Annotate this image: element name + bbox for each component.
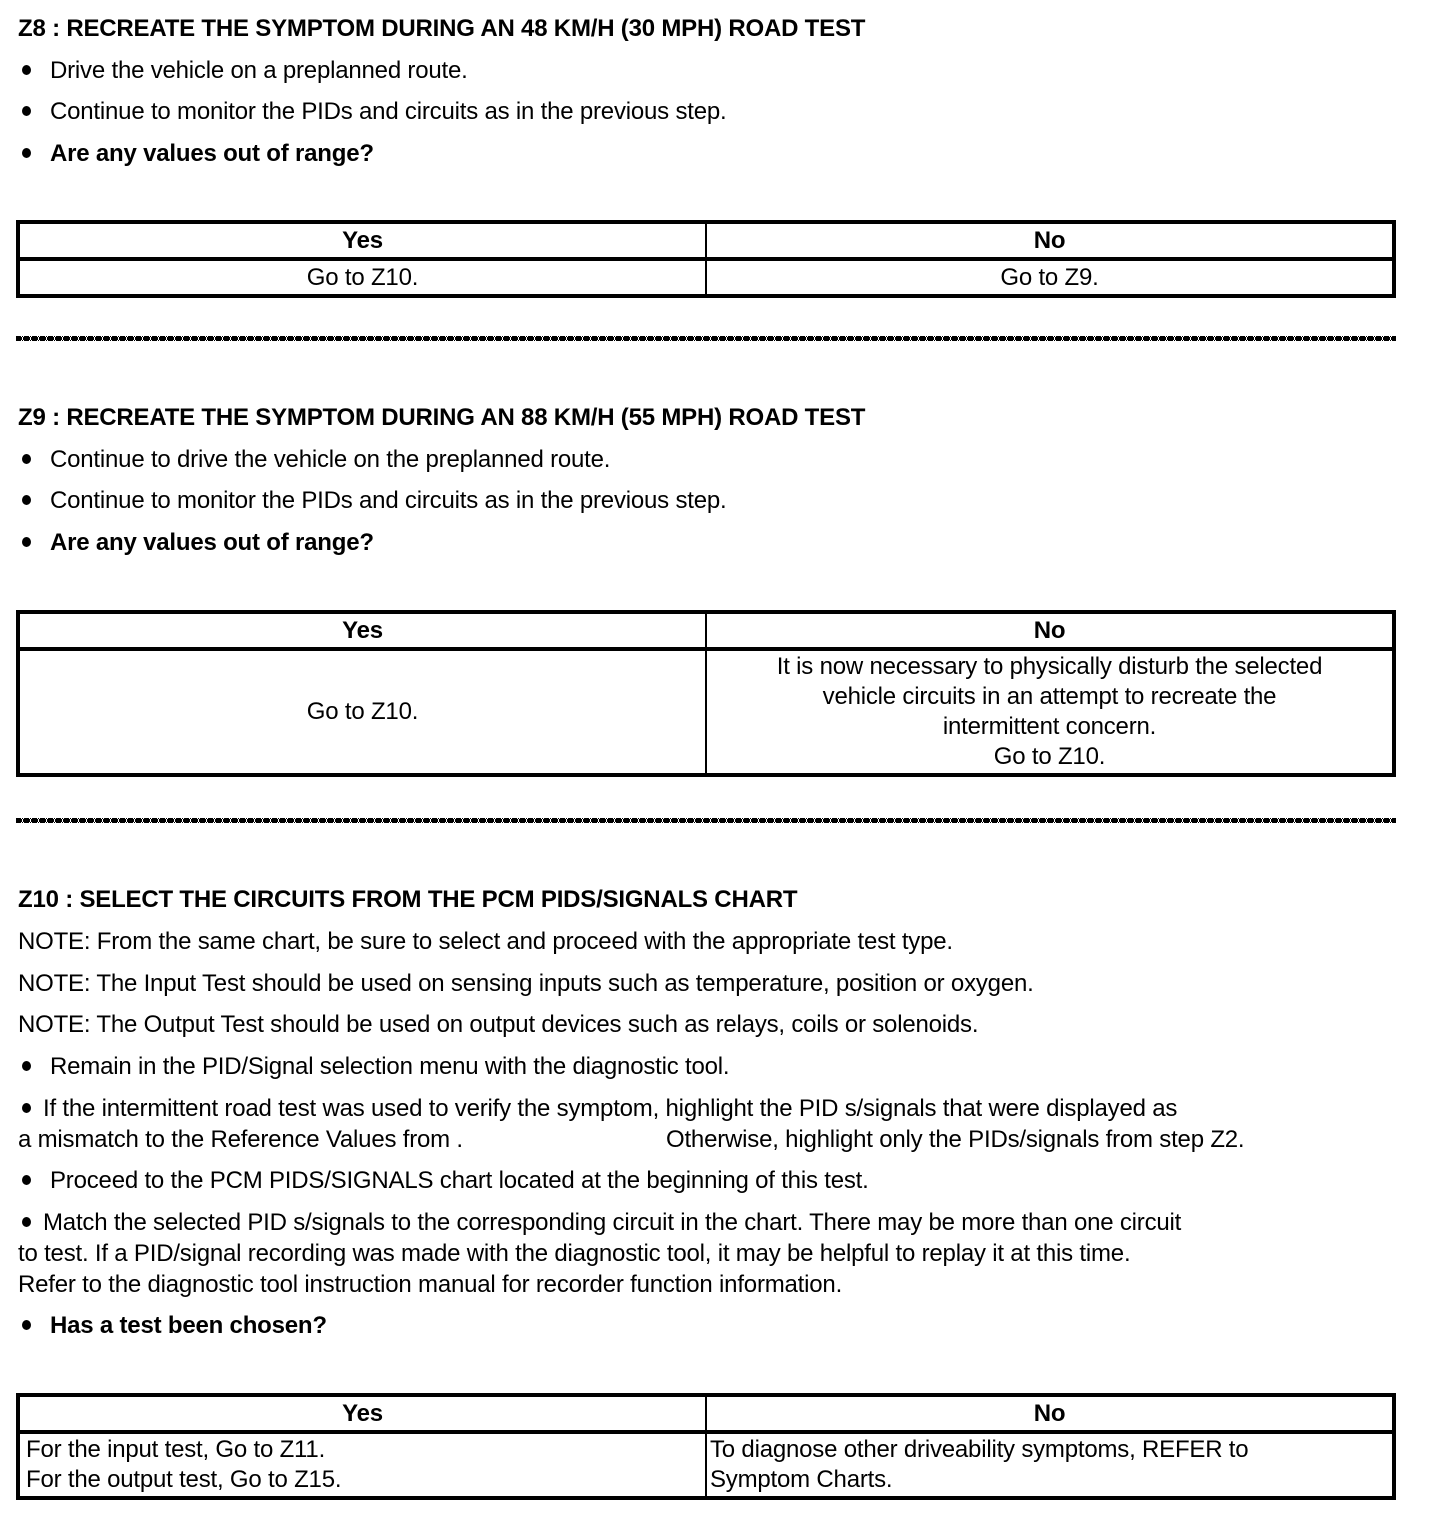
bullet-icon	[22, 1061, 31, 1071]
z10-heading: Z10 : SELECT THE CIRCUITS FROM THE PCM PIDS/SIGNALS CHART	[18, 886, 798, 913]
z10-decision-table	[16, 1393, 1396, 1500]
z10-bullet-4-cont-1: to test. If a PID/signal recording was made with the diagnostic tool, it may be helpful to replay it at this time.	[18, 1240, 1131, 1267]
z10-bullet-2-otherwise: Otherwise, highlight only the PIDs/signals from step Z2.	[666, 1126, 1245, 1153]
bullet-icon	[22, 1320, 31, 1330]
section-divider	[16, 336, 1396, 341]
z8-decision-table	[16, 220, 1396, 298]
z10-note-2: NOTE: The Input Test should be used on sensing inputs such as temperature, position or oxygen.	[18, 970, 1034, 997]
bullet-icon	[22, 65, 31, 75]
z10-bullet-2: If the intermittent road test was used to verify the symptom, highlight the PID s/signals that were displayed as	[18, 1095, 1177, 1123]
z9-bullet-2: Continue to monitor the PIDs and circuits as in the previous step.	[18, 487, 726, 515]
bullet-icon	[22, 1217, 31, 1227]
no-cell: Go to Z9.	[706, 259, 1394, 296]
z8-bullet-1: Drive the vehicle on a preplanned route.	[18, 57, 468, 85]
z9-bullet-1: Continue to drive the vehicle on the preplanned route.	[18, 446, 610, 474]
bullet-icon	[22, 106, 31, 116]
bullet-icon	[22, 148, 31, 158]
yes-cell: For the input test, Go to Z11. For the output test, Go to Z15.	[18, 1432, 706, 1498]
z9-question: Are any values out of range?	[18, 529, 374, 557]
z8-bullet-2: Continue to monitor the PIDs and circuits as in the previous step.	[18, 98, 726, 126]
z9-decision-table	[16, 610, 1396, 777]
yes-cell: Go to Z10.	[18, 649, 706, 775]
z10-note-3: NOTE: The Output Test should be used on output devices such as relays, coils or solenoids.	[18, 1011, 979, 1038]
bullet-icon	[22, 1175, 31, 1185]
z8-heading: Z8 : RECREATE THE SYMPTOM DURING AN 48 KM/H (30 MPH) ROAD TEST	[18, 15, 866, 42]
yes-header: Yes	[18, 1395, 706, 1432]
z10-bullet-4: Match the selected PID s/signals to the corresponding circuit in the chart. There may be more than one circuit	[18, 1209, 1181, 1237]
no-header: No	[706, 222, 1394, 259]
yes-header: Yes	[18, 612, 706, 649]
bullet-icon	[22, 1103, 31, 1113]
bullet-icon	[22, 537, 31, 547]
bullet-icon	[22, 495, 31, 505]
z10-bullet-3: Proceed to the PCM PIDS/SIGNALS chart located at the beginning of this test.	[18, 1167, 869, 1195]
z8-question: Are any values out of range?	[18, 140, 374, 168]
z10-bullet-2-cont: a mismatch to the Reference Values from .	[18, 1126, 463, 1153]
no-header: No	[706, 612, 1394, 649]
z10-bullet-4-cont-2: Refer to the diagnostic tool instruction manual for recorder function information.	[18, 1271, 843, 1298]
section-divider	[16, 818, 1396, 823]
bullet-icon	[22, 454, 31, 464]
z10-note-1: NOTE: From the same chart, be sure to select and proceed with the appropriate test type.	[18, 928, 953, 955]
yes-cell: Go to Z10.	[18, 259, 706, 296]
z10-bullet-1: Remain in the PID/Signal selection menu with the diagnostic tool.	[18, 1053, 729, 1081]
z9-heading: Z9 : RECREATE THE SYMPTOM DURING AN 88 KM/H (55 MPH) ROAD TEST	[18, 404, 866, 431]
no-cell: To diagnose other driveability symptoms, REFER to Symptom Charts.	[706, 1432, 1394, 1498]
z10-question: Has a test been chosen?	[18, 1312, 327, 1340]
yes-header: Yes	[18, 222, 706, 259]
no-cell: It is now necessary to physically disturb the selected vehicle circuits in an attempt to recreate the intermittent concern. Go to Z10.	[706, 649, 1394, 775]
no-header: No	[706, 1395, 1394, 1432]
